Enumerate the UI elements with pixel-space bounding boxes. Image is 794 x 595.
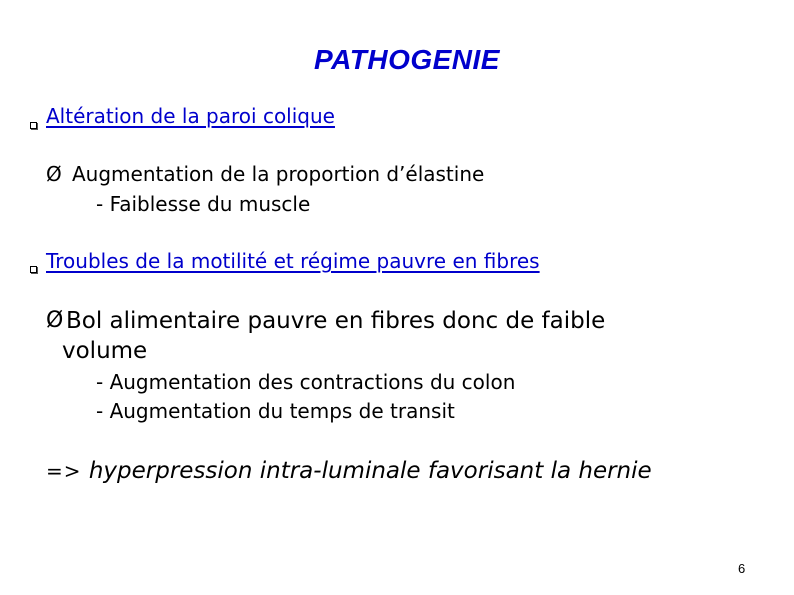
section-heading-motilite: Troubles de la motilité et régime pauvre en fibres: [46, 249, 540, 273]
arrow-bullet-icon: Ø: [46, 162, 62, 186]
sub-point-contractions: - Augmentation des contractions du colon: [96, 370, 516, 394]
conclusion: [46, 458, 652, 484]
page-title: PATHOGENIE: [314, 44, 500, 75]
point-elastine: Augmentation de la proportion d’élastine: [72, 162, 485, 186]
sub-point-faiblesse: - Faiblesse du muscle: [96, 192, 311, 216]
section-heading-paroi: Altération de la paroi colique: [46, 104, 335, 128]
conclusion-prefix: =>: [46, 459, 82, 483]
point-bol-line2: volume: [62, 338, 148, 364]
arrow-bullet-icon: Ø: [46, 308, 64, 333]
conclusion-text: hyperpression intra-luminale favorisant la hernie: [88, 458, 652, 484]
page-number: 6: [738, 561, 746, 576]
square-bullet-icon: [30, 122, 37, 129]
point-bol-line1: Bol alimentaire pauvre en fibres donc de faible: [66, 308, 606, 334]
square-bullet-icon: [30, 266, 37, 273]
sub-point-transit: - Augmentation du temps de transit: [96, 399, 455, 423]
